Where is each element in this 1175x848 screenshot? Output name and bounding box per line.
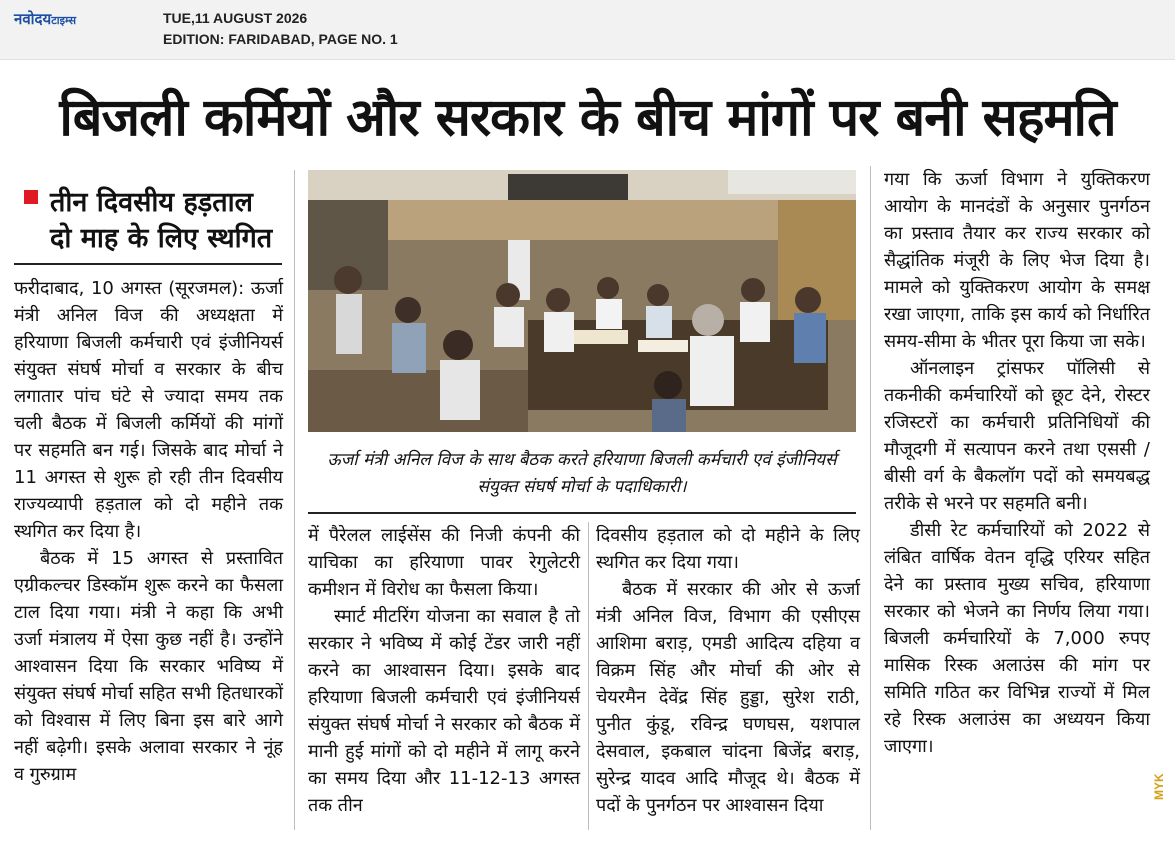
paragraph: गया कि ऊर्जा विभाग ने युक्तिकरण आयोग के मानदंडों के अनुसार पुनर्गठन का प्रस्ताव तैयार कर राज्य सरकार को सैद्धांतिक मंजूरी के लिए भेज दिया है। मामले को युक्तिकरण आयोग के समक्ष रखा जाएगा, ताकि इस कार्य को निर्धारित समय-सीमा के भीतर पूरा किया जा सके।	[884, 169, 1150, 352]
paragraph: स्मार्ट मीटरिंग योजना का सवाल है तो सरकार ने भविष्य में कोई टेंडर जारी नहीं करने का आश्वासन दिया। इसके बाद हरियाणा बिजली कर्मचारी एवं इंजीनियर्स संयुक्त संघर्ष मोर्चा ने सरकार को बैठक में मानी हुई मांगों को दो महीने में लागू करने का समय दिया और 11-12-13 अगस्त तक तीन	[308, 606, 580, 816]
edition-info: EDITION: FARIDABAD, PAGE NO. 1	[163, 31, 398, 47]
article-column-1	[14, 275, 283, 788]
news-photo[interactable]	[308, 170, 856, 432]
meeting-photo-illustration	[308, 170, 856, 432]
column-divider	[294, 170, 295, 830]
subheadline-line-1: तीन दिवसीय हड़ताल	[50, 187, 253, 218]
paragraph: बैठक में 15 अगस्त से प्रस्तावित एग्रीकल्चर डिस्कॉम शुरू करने का फैसला टाल दिया गया। मंत्री ने कहा कि अभी उर्जा मंत्रालय में ऐसा कुछ नहीं है। उन्होंने आश्वासन दिया कि सरकार भविष्य में संयुक्त संघर्ष मोर्चा सहित सभी हितधारकों को विश्वास में लिए बिना इस बारे आगे नहीं बढ़ेगी। इसके अलावा सरकार ने नूंह व गुरुग्राम	[14, 548, 283, 785]
logo-sub: टाइम्स	[51, 14, 77, 27]
paragraph: दिवसीय हड़ताल को दो महीने के लिए स्थगित कर दिया गया।	[596, 525, 860, 573]
paragraph: फरीदाबाद, 10 अगस्त (सूरजमल): ऊर्जा मंत्री अनिल विज की अध्यक्षता में हरियाणा बिजली कर्मचारी एवं इंजीनियर्स संयुक्त संघर्ष मोर्चा व सरकार के बीच लगातार पांच घंटे से ज्यादा समय तक चली बैठक में बिजली कर्मियों की मांगों पर सहमति बन गई। जिसके बाद मोर्चा ने 11 अगस्त से शुरू हो रही तीन दिवसीय राज्यव्यापी हड़ताल को दो महीने तक स्थगित कर दिया है।	[14, 278, 283, 542]
photo-caption: ऊर्जा मंत्री अनिल विज के साथ बैठक करते हरियाणा बिजली कर्मचारी एवं इंजीनियर्स संयुक्त संघर्ष मोर्चा के पदाधिकारी।	[327, 450, 837, 497]
article-column-4	[884, 166, 1150, 760]
article-column-2	[308, 522, 580, 819]
paragraph: ऑनलाइन ट्रांसफर पॉलिसी से तकनीकी कर्मचारियों को छूट देने, रोस्टर रजिस्टरों का कर्मचारी प्रतिनिधियों की मौजूदगी में सत्यापन करने तथा एससी / बीसी वर्ग के बैकलॉग पदों को समयबद्ध तरीके से भरने पर सहमति बनी।	[884, 358, 1150, 514]
red-square-marker	[24, 190, 38, 204]
print-color-tag: MYK	[1152, 773, 1166, 800]
edition-date: TUE,11 AUGUST 2026	[163, 10, 308, 26]
paragraph: में पैरेलल लाईसेंस की निजी कंपनी की याचिका का हरियाणा पावर रेगुलेटरी कमीशन में विरोध का फैसला किया।	[308, 525, 580, 600]
logo-main: नवोदय	[14, 10, 52, 28]
headline: बिजली कर्मियों और सरकार के बीच मांगों पर बनी सहमति	[59, 88, 1116, 148]
paragraph: डीसी रेट कर्मचारियों को 2022 से लंबित वार्षिक वेतन वृद्धि एरियर सहित देने का प्रस्ताव मुख्य सचिव, हरियाणा सरकार को भेजने का निर्णय लिया गया। बिजली कर्मचारियों के 7,000 रुपए मासिक रिस्क अलाउंस की मांग पर समिति गठित कर विभिन्न राज्यों में मिल रहे रिस्क अलाउंस का अध्ययन किया जाएगा।	[884, 520, 1150, 757]
subheadline-divider	[14, 263, 282, 265]
column-divider	[870, 166, 871, 830]
subheadline-line-2: दो माह के लिए स्थगित	[50, 223, 273, 254]
newspaper-logo[interactable]	[14, 9, 76, 29]
paragraph: बैठक में सरकार की ओर से ऊर्जा मंत्री अनिल विज, विभाग की एसीएस आशिमा बराड़, एमडी आदित्य दहिया व विक्रम सिंह और मोर्चा की ओर से चेयरमैन देवेंद्र सिंह हुड्डा, सुरेश राठी, पुनीत कुंडू, रविन्द्र घणघस, यशपाल देसवाल, इकबाल चांदना बिजेंद्र बराड़, सुरेन्द्र यादव आदि मौजूद थे। बैठक में पदों के पुनर्गठन पर आश्वासन दिया	[596, 579, 860, 816]
edition-header	[0, 0, 1175, 60]
caption-divider	[308, 512, 856, 514]
article-column-3	[596, 522, 860, 819]
column-divider	[588, 522, 589, 830]
